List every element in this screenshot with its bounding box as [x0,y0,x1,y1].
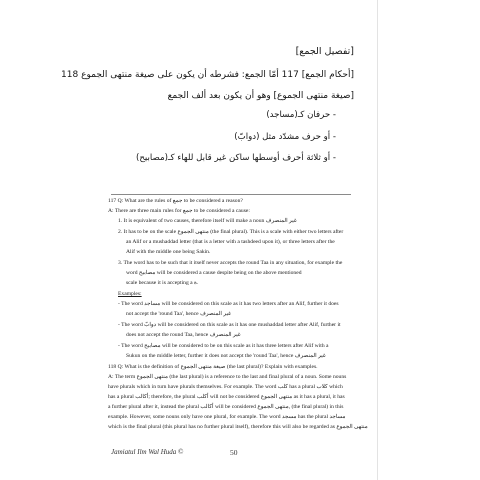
footnote-117-rule-3: 3. The word has to be such that it itself never accepts the round Taa in any situation, for example the [118,260,343,266]
footnote-117-rule-2: 2. It has to be on the scale منتهى الجموع (the final plural). This is a scale with either two letters after [118,229,344,235]
footnote-118-answer: A: The term منتهى الجموع (the last plural) is a reference to the last and final plural of a noun. Some nouns [108,374,347,380]
footnote-118-answer-cont: has a plural أكالب; therefore, the plural أكلب will not be considered منتهى الجموع as it has a plural, it has [108,394,345,400]
arabic-section-heading: [تفصيل الجمع] [295,46,354,57]
arabic-bullet-1: - حرفان كـ(مساجد) [266,110,336,120]
footnote-118-answer-cont: example. However, some nouns only have one plural, for example. The word مسجد has the plural مساجد [108,414,346,420]
footnote-117-rule-2-cont: Alif with the middle one being Sakin. [126,249,211,255]
footnote-118-question: 118 Q: What is the definition of صيغة منتهى الجموع (the last plural)? Explain with examples. [108,364,318,370]
footnote-examples-label: Examples: [118,291,142,297]
publisher-footer: Jamiatul Ilm Wal Huda © [111,448,184,456]
footnote-117-rule-2-cont: an Alif or a mushaddad letter (that is a letter with a tashdeed upon it), or three letters after the [126,239,335,245]
footnote-118-answer-cont: a further plural after it, instead the plural أكالب will be considered منتهى الجموع, (the final plural) in this [108,404,344,410]
footnote-117-rule-3-cont: word مصابيح will be considered a cause despite being on the above mentioned [126,270,302,276]
arabic-main-line-2: [صيغة منتهى الجموع] وهو أن يكون بعد ألف الجمع [167,91,354,101]
page-edge-line [377,0,378,480]
footnote-example-3: - The word مصابيح will be considered to be on this scale as it has three letters after Alif with a [118,343,329,349]
footnote-divider [111,194,351,195]
footnote-117-rule-3-cont: scale because it is accepting a ة. [126,280,199,286]
arabic-bullet-2: - أو حرف مشدّد مثل (دوابّ) [234,132,336,142]
arabic-bullet-3: - أو ثلاثة أحرف أوسطها ساكن غير قابل للهاء كـ(مصابيح) [136,153,336,163]
footnote-117-answer: A: There are three main rules for جمع to be considered a cause: [108,208,250,214]
page-number: 50 [230,448,238,457]
footnote-118-answer-cont: which is the final plural (this plural has no further plural itself), therefore this will also be regarded as منتهى الجموع [108,424,368,430]
footnote-118-answer-cont: have plurals which in turn have plurals themselves. For example. The word كلب has a plural كلاب which [108,384,343,390]
footnote-example-3-cont: Sukun on the middle letter, further it does not accept the 'round Taa', hence غير المنصرف [126,353,326,359]
footnote-example-2: - The word دوابّ will be considered on this scale as it has one mushaddad letter after Alif, further it [118,322,341,328]
footnote-example-2-cont: does not accept the round Taa, hence غير المنصرف [126,332,241,338]
arabic-main-line-1: [أحكام الجمع] 117 أمّا الجمع: فشرطه أن يكون على صيغة منتهى الجموع 118 [61,70,354,80]
footnote-example-1-cont: not accept the 'round Taa', hence غير المنصرف [126,311,232,317]
footnote-117-question: 117 Q: What are the rules of جمع to be considered a reason? [108,198,243,204]
footnote-117-rule-1: 1. It is equivalent of two causes, therefore itself will make a noun غير المنصرف [118,218,297,224]
footnote-example-1: - The word مساجد will be considered on this scale as it has two letters after an Alif, further it does [118,301,339,307]
